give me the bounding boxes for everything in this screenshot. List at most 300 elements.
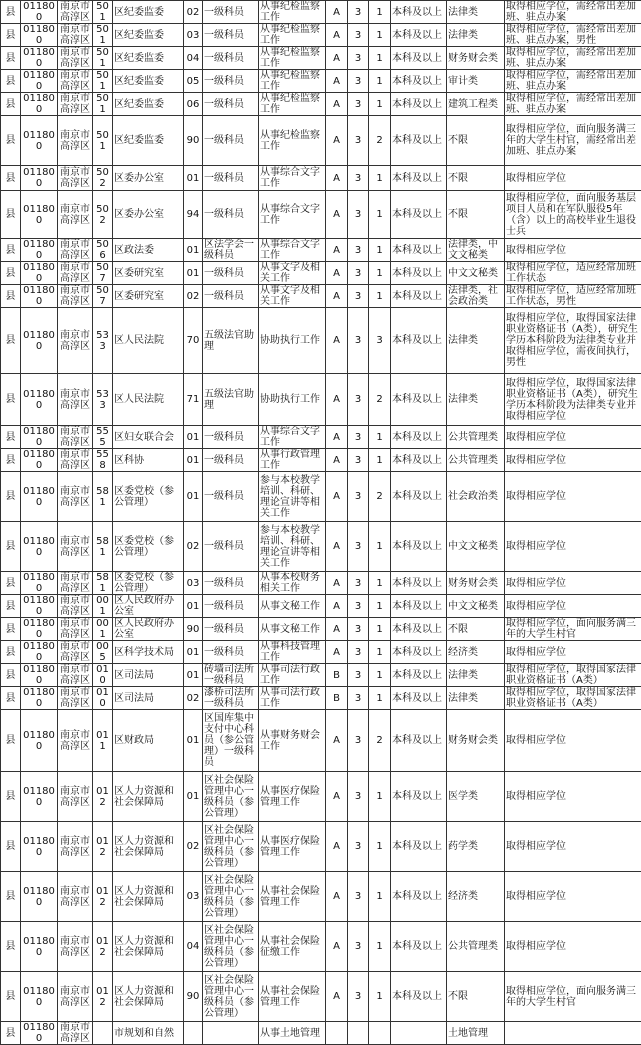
- department-cell: 区人民法院: [113, 374, 184, 426]
- other-requirements-cell: 取得相应学位，面向服务满三年的大学生村官: [505, 618, 641, 641]
- position-code-cell: 02: [184, 1, 203, 24]
- department-cell: 区人力资源和社会保障局: [113, 822, 184, 872]
- code-cell: 011800: [21, 24, 58, 47]
- region-cell: 南京市高淳区: [58, 641, 93, 664]
- dept-code-cell: 581: [93, 572, 113, 595]
- category-cell: A: [326, 47, 348, 70]
- department-cell: 区人力资源和社会保障局: [113, 922, 184, 972]
- other-requirements-cell: 取得相应学位: [505, 166, 641, 191]
- dept-code-cell: 010: [93, 664, 113, 687]
- table-row: [1, 922, 641, 972]
- education-cell: 本科及以上: [391, 618, 447, 641]
- other-requirements-cell: 取得相应学位，取得国家法律职业资格证书（A类），研究生学历本科阶段为法律类专业并取得相应学位，需夜间执行，男性: [505, 308, 641, 374]
- duties-cell: 从事本校财务相关工作: [259, 572, 326, 595]
- major-cell: 财务财会类: [447, 572, 505, 595]
- major-cell: 经济类: [447, 641, 505, 664]
- other-requirements-cell: 取得相应学位，面向服务满三年的大学生村官: [505, 972, 641, 1022]
- position-name-cell: 一级科员: [203, 285, 259, 308]
- duties-cell: 从事财务财会工作: [259, 710, 326, 772]
- category-cell: A: [326, 922, 348, 972]
- code-cell: 011800: [21, 522, 58, 572]
- major-cell: 公共管理类: [447, 449, 505, 472]
- other-requirements-cell: 取得相应学位，取得国家法律职业资格证书（A类），研究生学历本科阶段为法律类专业并取得相应学位: [505, 374, 641, 426]
- department-cell: 区司法局: [113, 687, 184, 710]
- position-code-cell: 01: [184, 262, 203, 285]
- position-name-cell: 一级科员: [203, 166, 259, 191]
- category-cell: A: [326, 710, 348, 772]
- position-name-cell: 一级科员: [203, 191, 259, 239]
- other-requirements-cell: 取得相应学位: [505, 522, 641, 572]
- region-cell: 南京市高淳区: [58, 972, 93, 1022]
- region-cell: 南京市高淳区: [58, 116, 93, 166]
- table-row: [1, 472, 641, 522]
- major-cell: 公共管理类: [447, 922, 505, 972]
- education-cell: 本科及以上: [391, 426, 447, 449]
- dept-code-cell: 012: [93, 772, 113, 822]
- position-code-cell: 02: [184, 822, 203, 872]
- code-cell: 011800: [21, 47, 58, 70]
- duties-cell: 从事文秘工作: [259, 595, 326, 618]
- major-cell: 中文文秘类: [447, 522, 505, 572]
- duties-cell: 从事行政管理工作: [259, 449, 326, 472]
- ratio-cell: 3: [348, 116, 369, 166]
- position-code-cell: 01: [184, 239, 203, 262]
- level-cell: 县: [1, 472, 21, 522]
- count-cell: 1: [369, 522, 391, 572]
- other-requirements-cell: 取得相应学位，面向服务满三年的大学生村官，需经常出差加班、驻点办案: [505, 116, 641, 166]
- position-code-cell: 04: [184, 922, 203, 972]
- education-cell: 本科及以上: [391, 1, 447, 24]
- table-row: [1, 191, 641, 239]
- department-cell: 区纪委监委: [113, 47, 184, 70]
- dept-code-cell: 581: [93, 522, 113, 572]
- level-cell: 县: [1, 285, 21, 308]
- table-row: [1, 47, 641, 70]
- duties-cell: 从事纪检监察工作: [259, 24, 326, 47]
- position-name-cell: 一级科员: [203, 572, 259, 595]
- level-cell: 县: [1, 595, 21, 618]
- ratio-cell: 3: [348, 710, 369, 772]
- region-cell: 南京市高淳区: [58, 285, 93, 308]
- count-cell: 1: [369, 70, 391, 93]
- category-cell: A: [326, 116, 348, 166]
- region-cell: 南京市高淳区: [58, 664, 93, 687]
- other-requirements-cell: 取得相应学位: [505, 822, 641, 872]
- table-row: [1, 262, 641, 285]
- duties-cell: 从事科技管理工作: [259, 641, 326, 664]
- level-cell: 县: [1, 191, 21, 239]
- category-cell: A: [326, 374, 348, 426]
- dept-code-cell: 011: [93, 710, 113, 772]
- department-cell: 区纪委监委: [113, 70, 184, 93]
- level-cell: 县: [1, 166, 21, 191]
- position-code-cell: 70: [184, 308, 203, 374]
- department-cell: 市规划和自然: [113, 1022, 184, 1045]
- code-cell: 011800: [21, 262, 58, 285]
- dept-code-cell: 005: [93, 641, 113, 664]
- category-cell: [326, 1022, 348, 1045]
- other-requirements-cell: 取得相应学位: [505, 449, 641, 472]
- department-cell: 区委研究室: [113, 262, 184, 285]
- position-name-cell: 区法学会一级科员: [203, 239, 259, 262]
- table-row: [1, 618, 641, 641]
- count-cell: 1: [369, 922, 391, 972]
- region-cell: 南京市高淳区: [58, 426, 93, 449]
- region-cell: 南京市高淳区: [58, 191, 93, 239]
- region-cell: 南京市高淳区: [58, 687, 93, 710]
- major-cell: 土地管理: [447, 1022, 505, 1045]
- table-row: [1, 239, 641, 262]
- count-cell: 1: [369, 618, 391, 641]
- position-name-cell: 区社会保险管理中心一级科员（参公管理）: [203, 922, 259, 972]
- table-row: [1, 641, 641, 664]
- ratio-cell: 3: [348, 472, 369, 522]
- education-cell: 本科及以上: [391, 449, 447, 472]
- other-requirements-cell: 取得相应学位: [505, 710, 641, 772]
- code-cell: 011800: [21, 922, 58, 972]
- education-cell: 本科及以上: [391, 772, 447, 822]
- table-row: [1, 70, 641, 93]
- other-requirements-cell: 取得相应学位: [505, 772, 641, 822]
- duties-cell: 从事医疗保险管理工作: [259, 772, 326, 822]
- count-cell: 1: [369, 262, 391, 285]
- position-code-cell: 02: [184, 687, 203, 710]
- table-row: [1, 1022, 641, 1045]
- duties-cell: 从事司法行政工作: [259, 687, 326, 710]
- education-cell: 本科及以上: [391, 872, 447, 922]
- level-cell: 县: [1, 687, 21, 710]
- education-cell: 本科及以上: [391, 93, 447, 116]
- region-cell: 南京市高淳区: [58, 239, 93, 262]
- position-code-cell: 01: [184, 772, 203, 822]
- dept-code-cell: 010: [93, 687, 113, 710]
- category-cell: A: [326, 449, 348, 472]
- ratio-cell: [348, 1022, 369, 1045]
- count-cell: 1: [369, 664, 391, 687]
- level-cell: 县: [1, 822, 21, 872]
- other-requirements-cell: 取得相应学位，取得国家法律职业资格证书（A类）: [505, 664, 641, 687]
- table-row: [1, 872, 641, 922]
- other-requirements-cell: 取得相应学位: [505, 595, 641, 618]
- code-cell: 011800: [21, 191, 58, 239]
- ratio-cell: 3: [348, 618, 369, 641]
- position-code-cell: 71: [184, 374, 203, 426]
- department-cell: 区委党校（参公管理）: [113, 472, 184, 522]
- department-cell: 区人民政府办公室: [113, 618, 184, 641]
- major-cell: 法律类: [447, 374, 505, 426]
- department-cell: 区纪委监委: [113, 116, 184, 166]
- position-code-cell: 01: [184, 595, 203, 618]
- ratio-cell: 3: [348, 70, 369, 93]
- education-cell: 本科及以上: [391, 710, 447, 772]
- major-cell: 法律类: [447, 308, 505, 374]
- category-cell: A: [326, 822, 348, 872]
- department-cell: 区人民政府办公室: [113, 595, 184, 618]
- table-row: [1, 24, 641, 47]
- code-cell: 011800: [21, 872, 58, 922]
- ratio-cell: 3: [348, 426, 369, 449]
- category-cell: A: [326, 872, 348, 922]
- code-cell: 011800: [21, 285, 58, 308]
- level-cell: 县: [1, 374, 21, 426]
- count-cell: 1: [369, 641, 391, 664]
- position-name-cell: 一级科员: [203, 449, 259, 472]
- education-cell: 本科及以上: [391, 687, 447, 710]
- education-cell: 本科及以上: [391, 191, 447, 239]
- dept-code-cell: 501: [93, 70, 113, 93]
- position-name-cell: 一级科员: [203, 595, 259, 618]
- ratio-cell: 3: [348, 262, 369, 285]
- level-cell: 县: [1, 641, 21, 664]
- ratio-cell: 3: [348, 664, 369, 687]
- other-requirements-cell: 取得相应学位，适应经常加班工作状态: [505, 262, 641, 285]
- duties-cell: 从事社会保险管理工作: [259, 872, 326, 922]
- ratio-cell: 3: [348, 285, 369, 308]
- ratio-cell: 3: [348, 822, 369, 872]
- dept-code-cell: 012: [93, 822, 113, 872]
- duties-cell: 从事土地管理: [259, 1022, 326, 1045]
- ratio-cell: 3: [348, 449, 369, 472]
- code-cell: 011800: [21, 822, 58, 872]
- ratio-cell: 3: [348, 166, 369, 191]
- category-cell: A: [326, 239, 348, 262]
- duties-cell: 从事综合文字工作: [259, 426, 326, 449]
- level-cell: 县: [1, 618, 21, 641]
- table-body: [1, 1, 641, 1045]
- region-cell: 南京市高淳区: [58, 374, 93, 426]
- position-code-cell: 06: [184, 93, 203, 116]
- position-name-cell: 区社会保险管理中心一级科员（参公管理）: [203, 822, 259, 872]
- dept-code-cell: 501: [93, 116, 113, 166]
- major-cell: 法律类: [447, 1, 505, 24]
- count-cell: 1: [369, 572, 391, 595]
- position-name-cell: 一级科员: [203, 1, 259, 24]
- major-cell: 不限: [447, 116, 505, 166]
- code-cell: 011800: [21, 641, 58, 664]
- duties-cell: 从事综合文字工作: [259, 239, 326, 262]
- position-code-cell: 94: [184, 191, 203, 239]
- position-name-cell: 区社会保险管理中心一级科员（参公管理）: [203, 872, 259, 922]
- level-cell: 县: [1, 93, 21, 116]
- count-cell: 1: [369, 24, 391, 47]
- position-name-cell: 一级科员: [203, 426, 259, 449]
- level-cell: 县: [1, 872, 21, 922]
- education-cell: 本科及以上: [391, 47, 447, 70]
- duties-cell: 从事纪检监察工作: [259, 70, 326, 93]
- major-cell: 中文文秘类: [447, 595, 505, 618]
- duties-cell: 从事纪检监察工作: [259, 1, 326, 24]
- category-cell: A: [326, 285, 348, 308]
- region-cell: 南京市高淳区: [58, 24, 93, 47]
- position-code-cell: 01: [184, 166, 203, 191]
- table-row: [1, 522, 641, 572]
- department-cell: 区财政局: [113, 710, 184, 772]
- position-code-cell: 01: [184, 472, 203, 522]
- dept-code-cell: 012: [93, 872, 113, 922]
- count-cell: 3: [369, 308, 391, 374]
- department-cell: 区委办公室: [113, 166, 184, 191]
- dept-code-cell: 507: [93, 285, 113, 308]
- position-code-cell: 01: [184, 641, 203, 664]
- education-cell: 本科及以上: [391, 972, 447, 1022]
- other-requirements-cell: 取得相应学位，需经常出差加班、驻点办案: [505, 47, 641, 70]
- table-row: [1, 687, 641, 710]
- table-row: [1, 822, 641, 872]
- level-cell: 县: [1, 922, 21, 972]
- region-cell: 南京市高淳区: [58, 772, 93, 822]
- other-requirements-cell: [505, 1022, 641, 1045]
- table-row: [1, 449, 641, 472]
- education-cell: 本科及以上: [391, 922, 447, 972]
- position-name-cell: 砖墙司法所一级科员: [203, 664, 259, 687]
- region-cell: 南京市高淳区: [58, 822, 93, 872]
- category-cell: A: [326, 191, 348, 239]
- table-row: [1, 285, 641, 308]
- code-cell: 011800: [21, 472, 58, 522]
- region-cell: 南京市高淳区: [58, 710, 93, 772]
- position-code-cell: 02: [184, 522, 203, 572]
- level-cell: 县: [1, 522, 21, 572]
- position-name-cell: 一级科员: [203, 47, 259, 70]
- major-cell: 法律类: [447, 24, 505, 47]
- category-cell: A: [326, 1, 348, 24]
- department-cell: 区委研究室: [113, 285, 184, 308]
- code-cell: 011800: [21, 166, 58, 191]
- ratio-cell: 3: [348, 595, 369, 618]
- table-row: [1, 664, 641, 687]
- category-cell: A: [326, 426, 348, 449]
- count-cell: 1: [369, 426, 391, 449]
- position-name-cell: 五级法官助理: [203, 308, 259, 374]
- region-cell: 南京市高淳区: [58, 262, 93, 285]
- duties-cell: 从事文秘工作: [259, 618, 326, 641]
- ratio-cell: 3: [348, 239, 369, 262]
- level-cell: 县: [1, 70, 21, 93]
- level-cell: 县: [1, 664, 21, 687]
- level-cell: 县: [1, 308, 21, 374]
- major-cell: 法律类，社会政治类: [447, 285, 505, 308]
- dept-code-cell: 501: [93, 47, 113, 70]
- department-cell: 区委办公室: [113, 191, 184, 239]
- level-cell: 县: [1, 1, 21, 24]
- category-cell: B: [326, 687, 348, 710]
- other-requirements-cell: 取得相应学位: [505, 572, 641, 595]
- region-cell: 南京市高淳区: [58, 522, 93, 572]
- code-cell: 011800: [21, 449, 58, 472]
- region-cell: 南京市高淳区: [58, 308, 93, 374]
- count-cell: 1: [369, 93, 391, 116]
- level-cell: 县: [1, 47, 21, 70]
- department-cell: 区科学技术局: [113, 641, 184, 664]
- table-row: [1, 308, 641, 374]
- duties-cell: 从事纪检监察工作: [259, 93, 326, 116]
- table-row: [1, 1, 641, 24]
- count-cell: 1: [369, 872, 391, 922]
- region-cell: 南京市高淳区: [58, 166, 93, 191]
- level-cell: 县: [1, 710, 21, 772]
- other-requirements-cell: 取得相应学位，需经常出差加班、驻点办案，男性: [505, 24, 641, 47]
- position-name-cell: 五级法官助理: [203, 374, 259, 426]
- position-code-cell: 01: [184, 710, 203, 772]
- major-cell: 社会政治类: [447, 472, 505, 522]
- education-cell: 本科及以上: [391, 572, 447, 595]
- dept-code-cell: 001: [93, 618, 113, 641]
- position-code-cell: 03: [184, 572, 203, 595]
- code-cell: 011800: [21, 687, 58, 710]
- region-cell: 南京市高淳区: [58, 922, 93, 972]
- department-cell: 区纪委监委: [113, 24, 184, 47]
- position-code-cell: 90: [184, 116, 203, 166]
- count-cell: 1: [369, 772, 391, 822]
- category-cell: A: [326, 641, 348, 664]
- position-name-cell: 一级科员: [203, 522, 259, 572]
- duties-cell: 从事文字及相关工作: [259, 262, 326, 285]
- count-cell: 1: [369, 191, 391, 239]
- code-cell: 011800: [21, 374, 58, 426]
- table-row: [1, 972, 641, 1022]
- duties-cell: 从事综合文字工作: [259, 166, 326, 191]
- other-requirements-cell: 取得相应学位，需经常出差加班、驻点办案: [505, 1, 641, 24]
- other-requirements-cell: 取得相应学位: [505, 239, 641, 262]
- category-cell: A: [326, 522, 348, 572]
- position-code-cell: 03: [184, 24, 203, 47]
- category-cell: A: [326, 572, 348, 595]
- level-cell: 县: [1, 116, 21, 166]
- table-row: [1, 710, 641, 772]
- category-cell: A: [326, 24, 348, 47]
- position-code-cell: 04: [184, 47, 203, 70]
- ratio-cell: 3: [348, 308, 369, 374]
- table-row: [1, 426, 641, 449]
- table-row: [1, 166, 641, 191]
- code-cell: 011800: [21, 772, 58, 822]
- other-requirements-cell: 取得相应学位: [505, 472, 641, 522]
- department-cell: 区委党校（参公管理）: [113, 572, 184, 595]
- level-cell: 县: [1, 772, 21, 822]
- other-requirements-cell: 取得相应学位，取得国家法律职业资格证书（A类）: [505, 687, 641, 710]
- major-cell: 不限: [447, 618, 505, 641]
- position-name-cell: [203, 1022, 259, 1045]
- position-name-cell: 漆桥司法所一级科员: [203, 687, 259, 710]
- ratio-cell: 3: [348, 374, 369, 426]
- dept-code-cell: 581: [93, 472, 113, 522]
- department-cell: 区人民法院: [113, 308, 184, 374]
- dept-code-cell: 501: [93, 24, 113, 47]
- code-cell: 011800: [21, 1022, 58, 1045]
- region-cell: 南京市高淳区: [58, 595, 93, 618]
- table-row: [1, 772, 641, 822]
- duties-cell: 参与本校教学培训、科研、理论宣讲等相关工作: [259, 472, 326, 522]
- level-cell: 县: [1, 262, 21, 285]
- code-cell: 011800: [21, 70, 58, 93]
- position-code-cell: 90: [184, 972, 203, 1022]
- category-cell: B: [326, 664, 348, 687]
- education-cell: 本科及以上: [391, 641, 447, 664]
- ratio-cell: 3: [348, 572, 369, 595]
- education-cell: 本科及以上: [391, 664, 447, 687]
- major-cell: 财务财会类: [447, 47, 505, 70]
- major-cell: 公共管理类: [447, 426, 505, 449]
- education-cell: 本科及以上: [391, 472, 447, 522]
- level-cell: 县: [1, 1022, 21, 1045]
- position-code-cell: 03: [184, 872, 203, 922]
- ratio-cell: 3: [348, 93, 369, 116]
- ratio-cell: 3: [348, 922, 369, 972]
- category-cell: A: [326, 472, 348, 522]
- code-cell: 011800: [21, 426, 58, 449]
- education-cell: 本科及以上: [391, 822, 447, 872]
- category-cell: A: [326, 70, 348, 93]
